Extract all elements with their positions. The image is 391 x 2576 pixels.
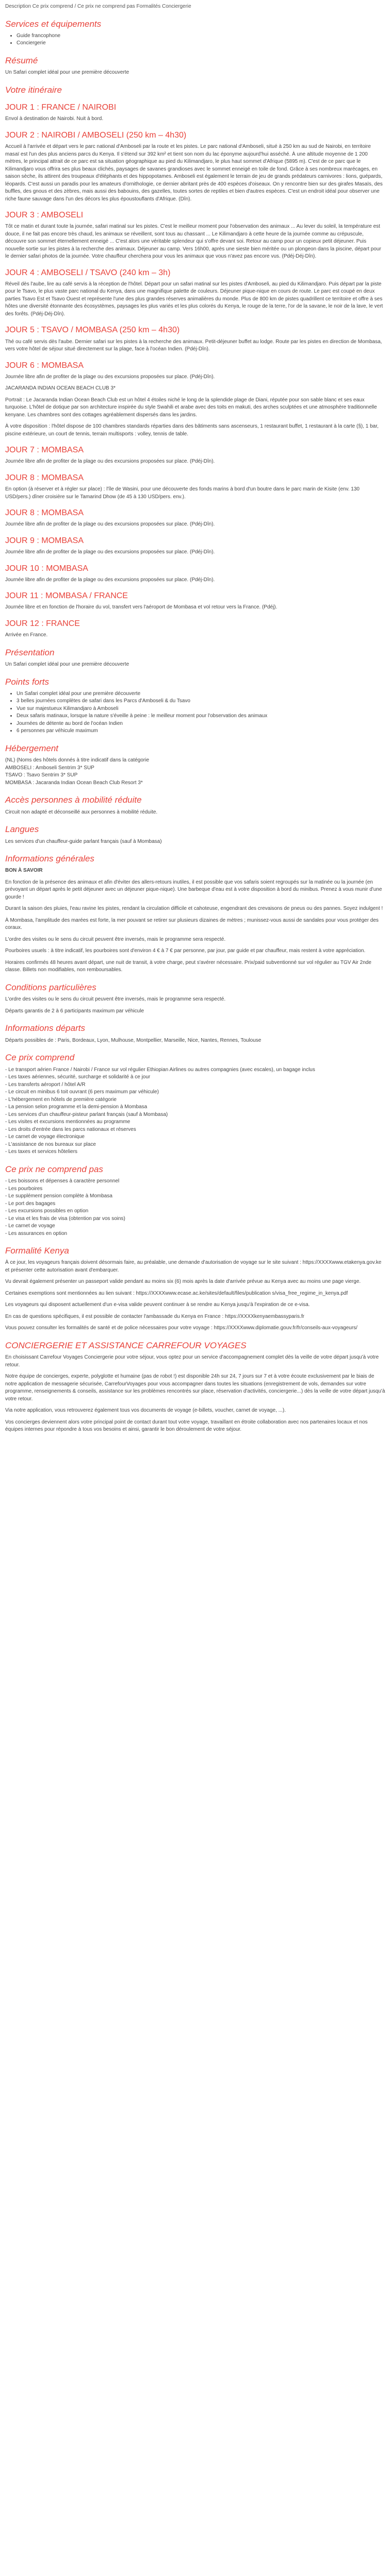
day-title: JOUR 5 : TSAVO / MOMBASA (250 km – 4h30) [5,326,180,335]
info-paragraph: L'ordre des visites ou le sens du circuit peuvent être inversés, mais le programme sera respecté. [5,936,226,942]
departs-title: Informations départs [5,1023,85,1033]
day-title: JOUR 11 : MOMBASA / FRANCE [5,591,128,601]
prix-comprend-line: - Le circuit en minibus 6 toit ouvrant (6 pers maximum par véhicule) [5,1089,159,1095]
point-fort-item: • Vue sur majestueux Kilimandjaro à Amboseli [17,705,386,713]
prix-ne-comprend-line: - Le carnet de voyage [5,1223,55,1229]
service-item: • Guide francophone [17,32,386,40]
point-fort-item: • 6 personnes par véhicule maximum [17,727,386,735]
day-title: JOUR 9 : MOMBASA [5,536,84,545]
day-paragraph: Journée libre afin de profiter de la plage ou des excursions proposées sur place. (Pdéj-Dîn). [5,521,215,528]
conciergerie-paragraph: Via notre application, vous retrouverez également tous vos documents de voyage (e-billets, voucher, carnet de voyage, ...). [5,1408,286,1414]
prix-comprend-line: - Les droits d'entrée dans les parcs nationaux et réserves [5,1126,136,1132]
infos-generales-block [5,867,386,974]
day-paragraph: À votre disposition : l'hôtel dispose de 100 chambres standards réparties dans des bâtiments sans ascenseurs, 1 restaurant buffet, 1 restaurant à la carte (§), 1 bar, piscine extérieure, un court de tennis, terrain multisports : volley, tennis de table. [5,423,379,437]
day-paragraph: Réveil dès l'aube, lire au café servis à la réception de l'hôtel. Départ pour un safari matinal sur les pistes d'Amboseli, au pied du Kilimandjaro. Puis départ par la piste pour le Tsavo, le plus vaste parc national du Kenya, dans une magnifique palette de couleurs. Déjeuner pique-nique en cours de route. Le parc est coupé en deux parties Tsavo Est et Tsavo Ouest et représente l'une des plus grandes réserves animalières du monde. Plus de 800 km de pistes quadrillent ce territoire et offre à ses hôtes une diversité étonnante des écosystèmes, paysages les plus variés et les plus colorés du Kenya, le rouge de la terre, l'or de la savane, le noir de la lave, le vert des forêts. (Pdéj-Déj-Dîn). [5,281,383,317]
prix-comprend-line: - Les taxes et services hôteliers [5,1149,78,1155]
point-fort-item: • Journées de détente au bord de l'océan Indien [17,720,386,728]
breadcrumb-description: Description Ce prix comprend / Ce prix ne comprend pas Formalités Conciergerie [5,4,191,9]
hebergement-line: AMBOSELI : Amboseli Sentrim 3* SUP [5,765,94,771]
conditions-block [5,996,386,1015]
prix-ne-comprend-line: - Le visa et les frais de visa (obtention par vos soins) [5,1215,125,1222]
day-paragraph: Arrivée en France. [5,632,48,638]
prix-comprend-block [5,1066,386,1156]
info-paragraph: Durant la saison des pluies, l'eau ravine les pistes, rendant la circulation difficile et cahoteuse, engendrant des crevaisons de pneus ou des pannes. Soyez indulgent ! [5,906,383,912]
presentation-title: Présentation [5,647,55,657]
day-title: JOUR 12 : FRANCE [5,619,80,628]
formalite-paragraph: Les voyageurs qui disposent actuellement d'un e-visa valide peuvent continuer à se rendre au Kenya jusqu'à l'expiration de ce e-visa. [5,1302,310,1308]
points-forts-list [5,690,386,735]
day-paragraph: Thé ou café servis dès l'aube. Dernier safari sur les pistes à la recherche des animaux. Petit-déjeuner buffet au lodge. Route par les pistes en direction de Mombasa, vers votre hôtel de séjour situé directement sur la plage, face à l'océan Indien. (Pdéj-Dîn). [5,338,382,352]
condition-paragraph: Départs garantis de 2 à 6 participants maximum par véhicule [5,1008,144,1014]
day-paragraph: Accueil à l'arrivée et départ vers le parc national d'Amboseli par la route et les pistes. Le parc national d'Amboseli, situé à 250 km au sud de Nairobi, en territoire masaï est l'un des plus anciens parcs du Kenya. Il s'étend sur 392 km² et tient son nom du lac éponyme aujourd'hui asséché. À une altitude moyenne de 1 200 mètres, le principal attrait de ce parc est sa situation géographique au pied du Kilimandjaro, le plus haut sommet d'Afrique (5895 m). C'est de ce parc que le Kilimandjaro vous offrira ses plus beaux clichés, paysages de savanes grandioses avec le sommet enneigé en toile de fond. Grâce à ses nombreux marécages, en saison sèche, ils attirent des troupeaux d'éléphants et des hippopotames. Amboseli est également le terrain de jeu de grands prédateurs carnivores : lions, guépards, léopards. C'est aussi un paradis pour les amateurs d'ornithologie, ce dernier abritant près de 400 espèces d'oiseaux. On y rencontre bien sur des girafes Masaïs, des buffles, des gnous et des zèbres, mais aussi des babouins, des gazelles, toutes sortes de reptiles et bien d'autres espèces. C'est un endroit idéal pour observer une riche faune sauvage dans l'un des décors les plus époustouflants d'Afrique. (Dîn). [5,144,383,202]
prix-ne-comprend-line: - Le supplément pension complète à Mombasa [5,1193,112,1199]
prix-comprend-line: - Les visites et excursions mentionnées au programme [5,1119,131,1125]
formalite-paragraph: Vu devrait également présenter un passeport valide pendant au moins six (6) mois après la date d'arrivée prévue au Kenya avec au moins une page vierge. [5,1279,361,1285]
prix-ne-comprend-line: - Les pourboires [5,1185,43,1192]
hebergement-title: Hébergement [5,743,59,753]
hebergement-line: (NL) (Noms des hôtels donnés à titre indicatif dans la catégorie [5,757,150,764]
day-paragraph: Journée libre et en fonction de l'horaire du vol, transfert vers l'aéroport de Mombasa et vol retour vers la France. (Pdéj). [5,604,278,611]
conciergerie-block [5,1354,386,1434]
day-paragraph: JACARANDA INDIAN OCEAN BEACH CLUB 3* [5,385,116,392]
point-fort-item: • 3 belles journées complètes de safari dans les Parcs d'Amboseli & du Tsavo [17,698,386,705]
conciergerie-title: CONCIERGERIE ET ASSISTANCE CARREFOUR VOYAGES [5,1340,247,1350]
acces-title: Accès personnes à mobilité réduite [5,795,142,805]
hebergement-block [5,757,386,787]
services-title: Services et équipements [5,19,102,29]
service-item: • Conciergerie [17,40,386,47]
itinerary-days [5,103,386,639]
prix-comprend-line: - Le carnet de voyage électronique [5,1134,85,1140]
info-paragraph: Pourboires usuels : à titre indicatif, les pourboires sont d'environ 4 € à 7 € par personne, par jour, par guide et par chauffeur, mais restent à votre appréciation. [5,948,366,954]
prix-ne-comprend-title: Ce prix ne comprend pas [5,1164,103,1174]
point-fort-item: • Un Safari complet idéal pour une première découverte [17,690,386,698]
info-paragraph: BON À SAVOIR [5,868,43,874]
point-fort-item: • Deux safaris matinaux, lorsque la nature s'éveille à peine : le meilleur moment pour l'observation des animaux [17,713,386,720]
services-list [5,32,386,47]
infos-generales-title: Informations générales [5,854,94,864]
conditions-title: Conditions particulières [5,982,96,992]
conciergerie-paragraph: Vos concierges deviennent alors votre principal point de contact durant tout votre voyage, travaillant en étroite collaboration avec nos partenaires locaux et nos équipes internes pour répondre à tous vos besoins et ainsi, garantir le bon déroulement de votre séjour. [5,1419,368,1433]
day-title: JOUR 8 : MOMBASA [5,473,84,482]
formalite-paragraph: À ce jour, les voyageurs français doivent désormais faire, au préalable, une demande d'autorisation de voyage sur le site suivant : https://XXXXwww.etakenya.gov.ke et présenter cette autorisation avant d'embarquer. [5,1260,382,1273]
day-title: JOUR 8 : MOMBASA [5,509,84,518]
info-paragraph: Horaires confirmés 48 heures avant départ, une nuit de transit, à votre charge, peut s'avérer nécessaire. Prix/paid subventionné sur vol régulier au TGV Air 2nde classe. Billets non modifiables, non remboursables. [5,959,371,973]
day-title: JOUR 6 : MOMBASA [5,361,84,370]
day-title: JOUR 3 : AMBOSELI [5,211,84,220]
day-paragraph: Journée libre afin de profiter de la plage ou des excursions proposées sur place. (Pdéj-Dîn). [5,459,215,465]
day-title: JOUR 7 : MOMBASA [5,446,84,455]
langues-text: Les services d'un chauffeur-guide parlant français (sauf à Mombasa) [5,838,162,844]
hebergement-line: TSAVO : Tsavo Sentrim 3* SUP [5,772,78,778]
day-paragraph: Portrait : Le Jacaranda Indian Ocean Beach Club est un hôtel 4 étoiles niché le long de la splendide plage de Diani, réputée pour son sable blanc et ses eaux turquoise. L'hôtel de dotique par son architecture inspirée du style Swahili et arabe avec des toits en makuti, des arches sculptées et une atmosphère traditionnelle kenyane. Les chambres sont des cottages agréablement dispersés dans les jardins. [5,397,377,418]
points-forts-title: Points forts [5,676,50,687]
day-paragraph: Tôt ce matin et durant toute la journée, safari matinal sur les pistes. C'est le meilleur moment pour l'observation des animaux ... Au lever du soleil, la température est douce, il ne fait pas encore très chaud, les animaux se réveillent, sont tous au chassant ... Le Kilimandjaro à cette heure de la journée comme au crépuscule, découvre son sommet éternellement enneigé ... C'est alors une véritable splendeur qui s'offre devant soi. Retour au camp pour un copieux petit déjeuner. Puis nouvelle sortie sur les pistes à la recherche des animaux. Déjeuner au camp. Vers 16h00, après une sieste bien méritée ou un plongeon dans la piscine, départ pour le dernier safari photos de la journée. Votre chauffeur cherchera pour vous les animaux que vous n'avez pas encore vus. (Pdéj-Déj-Dîn). [5,224,381,260]
formalite-paragraph: Certaines exemptions sont mentionnées au lien suivant : https://XXXXwww.ecase.ac.ke/sites/default/files/publication s/visa_free_regime_in_kenya.pdf [5,1290,348,1296]
day-paragraph: Journée libre afin de profiter de la plage ou des excursions proposées sur place. (Pdéj-Dîn). [5,374,215,380]
presentation-text: Un Safari complet idéal pour une première découverte [5,662,129,667]
prix-comprend-line: - Les transferts aéroport / hôtel A/R [5,1081,86,1088]
condition-paragraph: L'ordre des visites ou le sens du circuit peuvent être inversés, mais le programme sera respecté. [5,996,226,1003]
prix-comprend-line: - L'assistance de nos bureaux sur place [5,1141,96,1147]
day-title: JOUR 1 : FRANCE / NAIROBI [5,103,117,112]
info-paragraph: À Mombasa, l'amplitude des marées est forte, la mer pouvant se retirer sur plusieurs dizaines de mètres ; munissez-vous aussi de sandales pour vous protéger des coraux. [5,917,379,931]
departs-text: Départs possibles de : Paris, Bordeaux, Lyon, Mulhouse, Montpellier, Marseille, Nice, Nantes, Rennes, Toulouse [5,1037,262,1043]
day-paragraph: En option (à réserver et à régler sur place) : l'île de Wasini, pour une découverte des fonds marins à bord d'un boutre dans le parc marin de Kisite (env. 130 USD/pers.) dîner croisière sur le Tamarind Dhow (de 45 à 130 USD/pers. env.). [5,486,360,500]
prix-comprend-line: - Les taxes aériennes, sécurité, surcharge et solidarité à ce jour [5,1074,151,1080]
day-title: JOUR 2 : NAIROBI / AMBOSELI (250 km – 4h30) [5,130,187,140]
acces-text: Circuit non adapté et déconseillé aux personnes à mobilité réduite. [5,809,158,815]
formalite-block [5,1259,386,1332]
prix-ne-comprend-line: - Les boissons et dépenses à caractère personnel [5,1178,120,1184]
formalite-paragraph: En cas de questions spécifiques, il est possible de contacter l'ambassade du Kenya en France : https://XXXXkenyaembassyparis.fr [5,1313,304,1319]
day-paragraph: Journée libre afin de profiter de la plage ou des excursions proposées sur place. (Pdéj-Dîn). [5,577,215,583]
formalite-title: Formalité Kenya [5,1246,69,1256]
prix-comprend-line: - L'hébergement en hôtels de première catégorie [5,1096,117,1103]
prix-comprend-title: Ce prix comprend [5,1053,75,1063]
day-title: JOUR 10 : MOMBASA [5,564,88,573]
conciergerie-paragraph: En choisissant Carrefour Voyages Conciergerie pour votre séjour, vous optez pour un service d'accompagnement complet dès la veille de votre départ jusqu'à votre retour. [5,1354,379,1368]
day-paragraph: Envol à destination de Nairobi. Nuit à bord. [5,116,104,122]
hebergement-line: MOMBASA : Jacaranda Indian Ocean Beach Club Resort 3* [5,779,143,786]
resume-title: Résumé [5,55,38,65]
day-paragraph: Journée libre afin de profiter de la plage ou des excursions proposées sur place. (Pdéj-Dîn). [5,549,215,555]
prix-ne-comprend-line: - Les assurances en option [5,1230,68,1236]
formalite-paragraph: Vous pouvez consulter les formalités de santé et de police nécessaires pour votre voyage : https://XXXXwww.diplomatie.gouv.fr/fr/conseils-aux-voyageurs/ [5,1325,357,1331]
conciergerie-paragraph: Notre équipe de concierges, experte, polyglotte et humaine (pas de robot !) est disponible 24h sur 24, 7 jours sur 7 et à votre écoute exclusivement par le biais de notre application de messagerie sécurisée, CarrefourVoyages pour vous accompagner dans toutes les situations (enregistrement de vols, demandes sur votre programme, renseignements & conseils, assistance sur les problèmes rencontrés sur place, réservation d'activités, conciergerie...) dès la veille de votre départ jusqu'à votre retour. [5,1374,385,1402]
prix-comprend-line: - La pension selon programme et la demi-pension à Mombasa [5,1104,148,1110]
prix-ne-comprend-line: - Le port des bagages [5,1200,56,1207]
info-paragraph: En fonction de la présence des animaux et afin d'éviter des allers-retours inutiles, il est possible que vos safaris soient regroupés sur la matinée ou la journée (en prévoyant un départ après le petit déjeuner avec un déjeuner pique-nique). Une barbeque d'eau est à votre disposition à bord du minibus. Prenez à vous munir d'une gourde ! [5,879,382,900]
langues-title: Langues [5,824,39,835]
prix-comprend-line: - Les services d'un chauffeur-pisteur parlant français (sauf à Mombasa) [5,1111,168,1117]
itinerary-title: Votre itinéraire [5,84,62,95]
resume-text: Un Safari complet idéal pour une première découverte [5,70,129,76]
day-title: JOUR 4 : AMBOSELI / TSAVO (240 km – 3h) [5,268,171,277]
prix-comprend-line: - Le transport aérien France / Nairobi / France sur vol régulier Ethiopian Airlines ou autres compagnies (avec escales), un bagage inclus [5,1066,315,1073]
prix-ne-comprend-line: - Les excursions possibles en option [5,1208,89,1214]
prix-ne-comprend-block [5,1178,386,1238]
